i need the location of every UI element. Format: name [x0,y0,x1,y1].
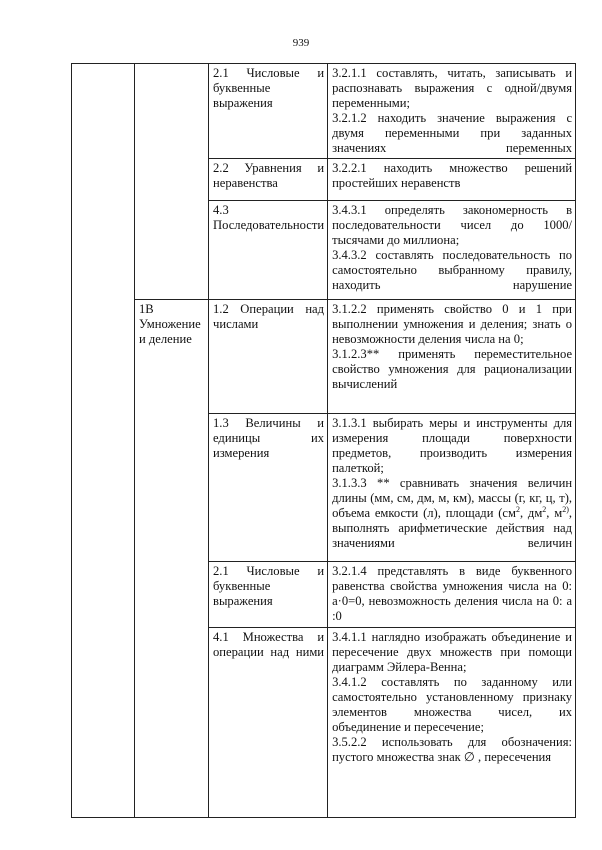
objective-text: 3.2.1.1 составлять, читать, записывать и распознавать выражения с одной/двумя переменными; [332,66,573,110]
objectives-cell [328,64,576,159]
objectives-cell [328,300,576,414]
objective-text: 3.2.1.2 находить значение выражения с двумя переменными при заданных значениях переменных [332,111,573,155]
topic-cell: 4.3 Последовательности [209,201,328,300]
grade-cell [72,64,135,818]
topic-cell: 4.1 Множества и операции над ними [209,628,328,818]
topic-cell: 2.1 Числовые и буквенные выражения [209,562,328,628]
section-cell [135,300,209,818]
objectives-cell [328,159,576,201]
objective-text: 3.1.2.2 применять свойство 0 и 1 при выполнении умножения и деления; знать о невозможности деления числа на 0; [332,302,573,346]
section-code: 1В [139,302,154,316]
topic-cell: 2.2 Уравнения и неравенства [209,159,328,201]
table-row [72,64,576,159]
curriculum-table [71,63,576,818]
section-title: Умножение и деление [139,317,201,346]
objectives-cell [328,201,576,300]
objective-text: 3.4.3.1 определять закономерность в последовательности чисел до 1000/ тысячами до миллиона; [332,203,573,247]
objective-text: 3.1.2.3** применять переместительное свойство умножения для рационализации вычислений [332,347,573,391]
objective-text: 3.4.1.2 составлять по заданному или самостоятельно установленному признаку элементов множества чисел, их объединение и пересечение; [332,675,573,734]
objective-text: 3.2.2.1 находить множество решений простейших неравенств [332,161,573,190]
objective-text: 3.1.3.3 ** сравнивать значения величин длины (мм, см, дм, м, км), массы (г, кг, ц, т), объема емкости (л), площади ($см^2$, $дм^2$, $м^{2)}$, выполнять арифметические действия над значениями величин [332,476,573,550]
objectives-cell [328,414,576,562]
objectives-cell [328,628,576,818]
objectives-cell [328,562,576,628]
page-number: 939 [292,37,310,49]
topic-cell: 2.1 Числовые и буквенные выражения [209,64,328,159]
objective-text: 3.4.1.1 наглядно изображать объединение и пересечение двух множеств при помощи диаграмм Эйлера-Венна; [332,630,573,674]
objective-text: 3.2.1.4 представлять в виде буквенного равенства свойства умножения числа на 0: а·0=0, невозможность деления числа на 0: а :0 [332,564,573,623]
table-row [72,300,576,414]
topic-cell: 1.3 Величины и единицы их измерения [209,414,328,562]
section-cell-empty [135,64,209,300]
objective-text: 3.4.3.2 составлять последовательность по самостоятельно выбранному правилу, находить нарушение [332,248,573,292]
objective-text: 3.1.3.1 выбирать меры и инструменты для измерения площади поверхности предметов, производить измерения палеткой; [332,416,573,475]
objective-text: 3.5.2.2 использовать для обозначения: пустого множества знак ∅ , пересечения [332,735,573,764]
topic-cell: 1.2 Операции над числами [209,300,328,414]
